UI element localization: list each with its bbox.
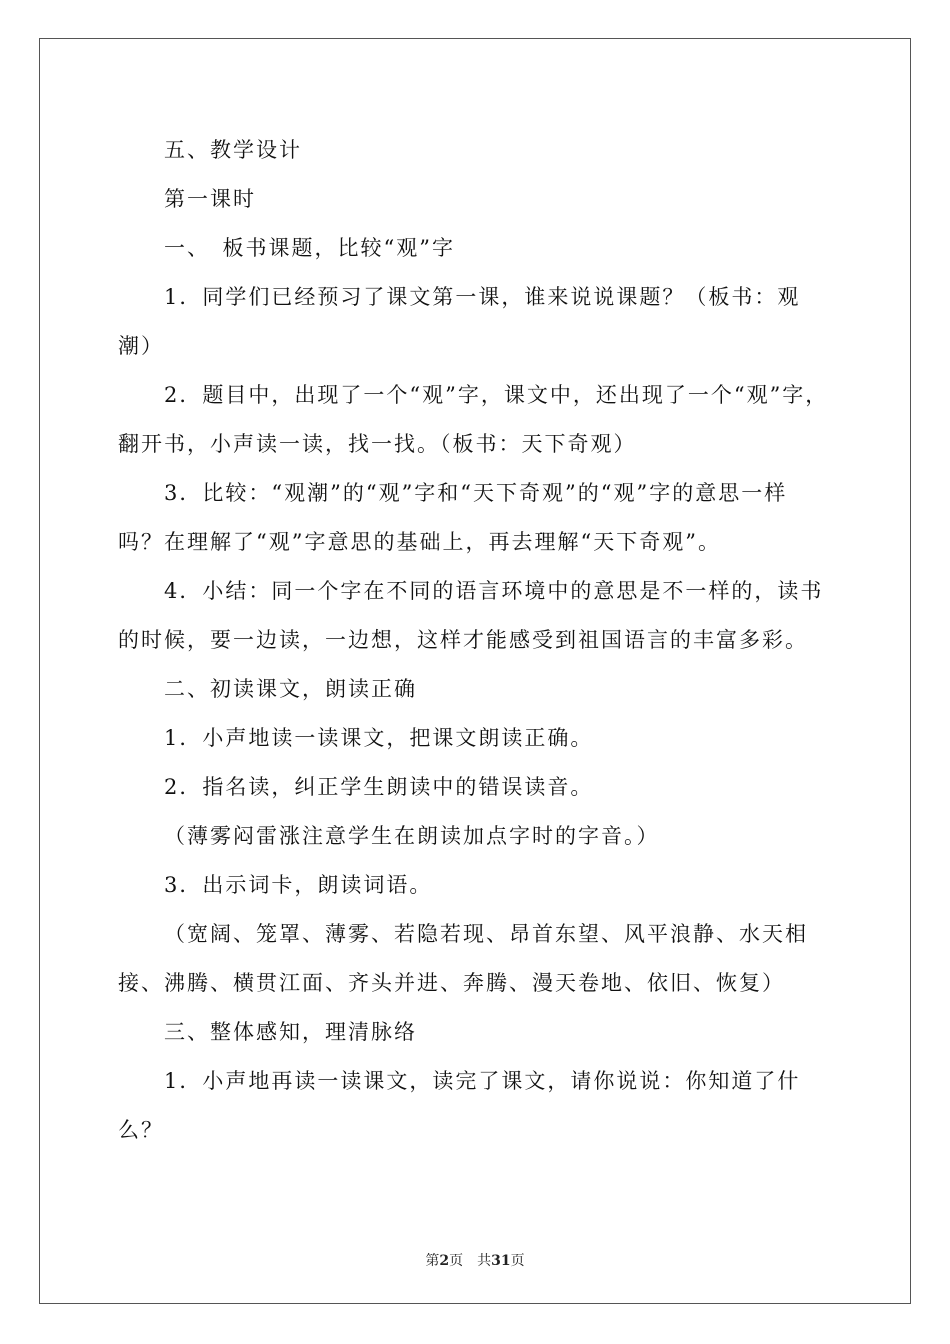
- paragraph: 1．小声地再读一读课文，读完了课文，请你说说：你知道了什么？: [118, 1069, 801, 1142]
- vocabulary-list: （宽阔、笼罩、薄雾、若隐若现、昂首东望、风平浪静、水天相接、沸腾、横贯江面、齐头并进、奔腾、漫天卷地、依旧、恢复）: [118, 922, 808, 995]
- step-heading: 一、 板书课题，比较“观”字: [164, 236, 455, 260]
- total-prefix: 共: [477, 1253, 492, 1269]
- document-body: [118, 126, 833, 1155]
- section-heading: 五、教学设计: [164, 138, 302, 162]
- page-prefix: 第: [425, 1253, 440, 1269]
- page-footer: [0, 1250, 950, 1270]
- paragraph: 1．同学们已经预习了课文第一课，谁来说说课题？（板书：观潮）: [118, 285, 801, 358]
- total-pages: 31: [491, 1253, 511, 1269]
- paragraph: 1．小声地读一读课文，把课文朗读正确。: [164, 726, 594, 750]
- paragraph: 3．出示词卡，朗读词语。: [164, 873, 433, 897]
- page-suffix: 页: [449, 1253, 464, 1269]
- step-heading: 三、整体感知，理清脉络: [164, 1020, 417, 1044]
- paragraph: （薄雾闷雷涨注意学生在朗读加点字时的字音。）: [164, 824, 660, 848]
- total-suffix: 页: [510, 1253, 525, 1269]
- paragraph: 2．指名读，纠正学生朗读中的错误读音。: [164, 775, 594, 799]
- paragraph: 2．题目中，出现了一个“观”字，课文中，还出现了一个“观”字，翻开书，小声读一读，找一找。（板书：天下奇观）: [118, 383, 829, 456]
- page-number: 2: [439, 1253, 450, 1269]
- lesson-heading: 第一课时: [164, 187, 256, 211]
- paragraph: 4．小结：同一个字在不同的语言环境中的意思是不一样的，读书的时候，要一边读，一边想，这样才能感受到祖国语言的丰富多彩。: [118, 579, 824, 652]
- paragraph: 3．比较：“观潮”的“观”字和“天下奇观”的“观”字的意思一样吗？在理解了“观”字意思的基础上，再去理解“天下奇观”。: [118, 481, 788, 554]
- step-heading: 二、初读课文，朗读正确: [164, 677, 417, 701]
